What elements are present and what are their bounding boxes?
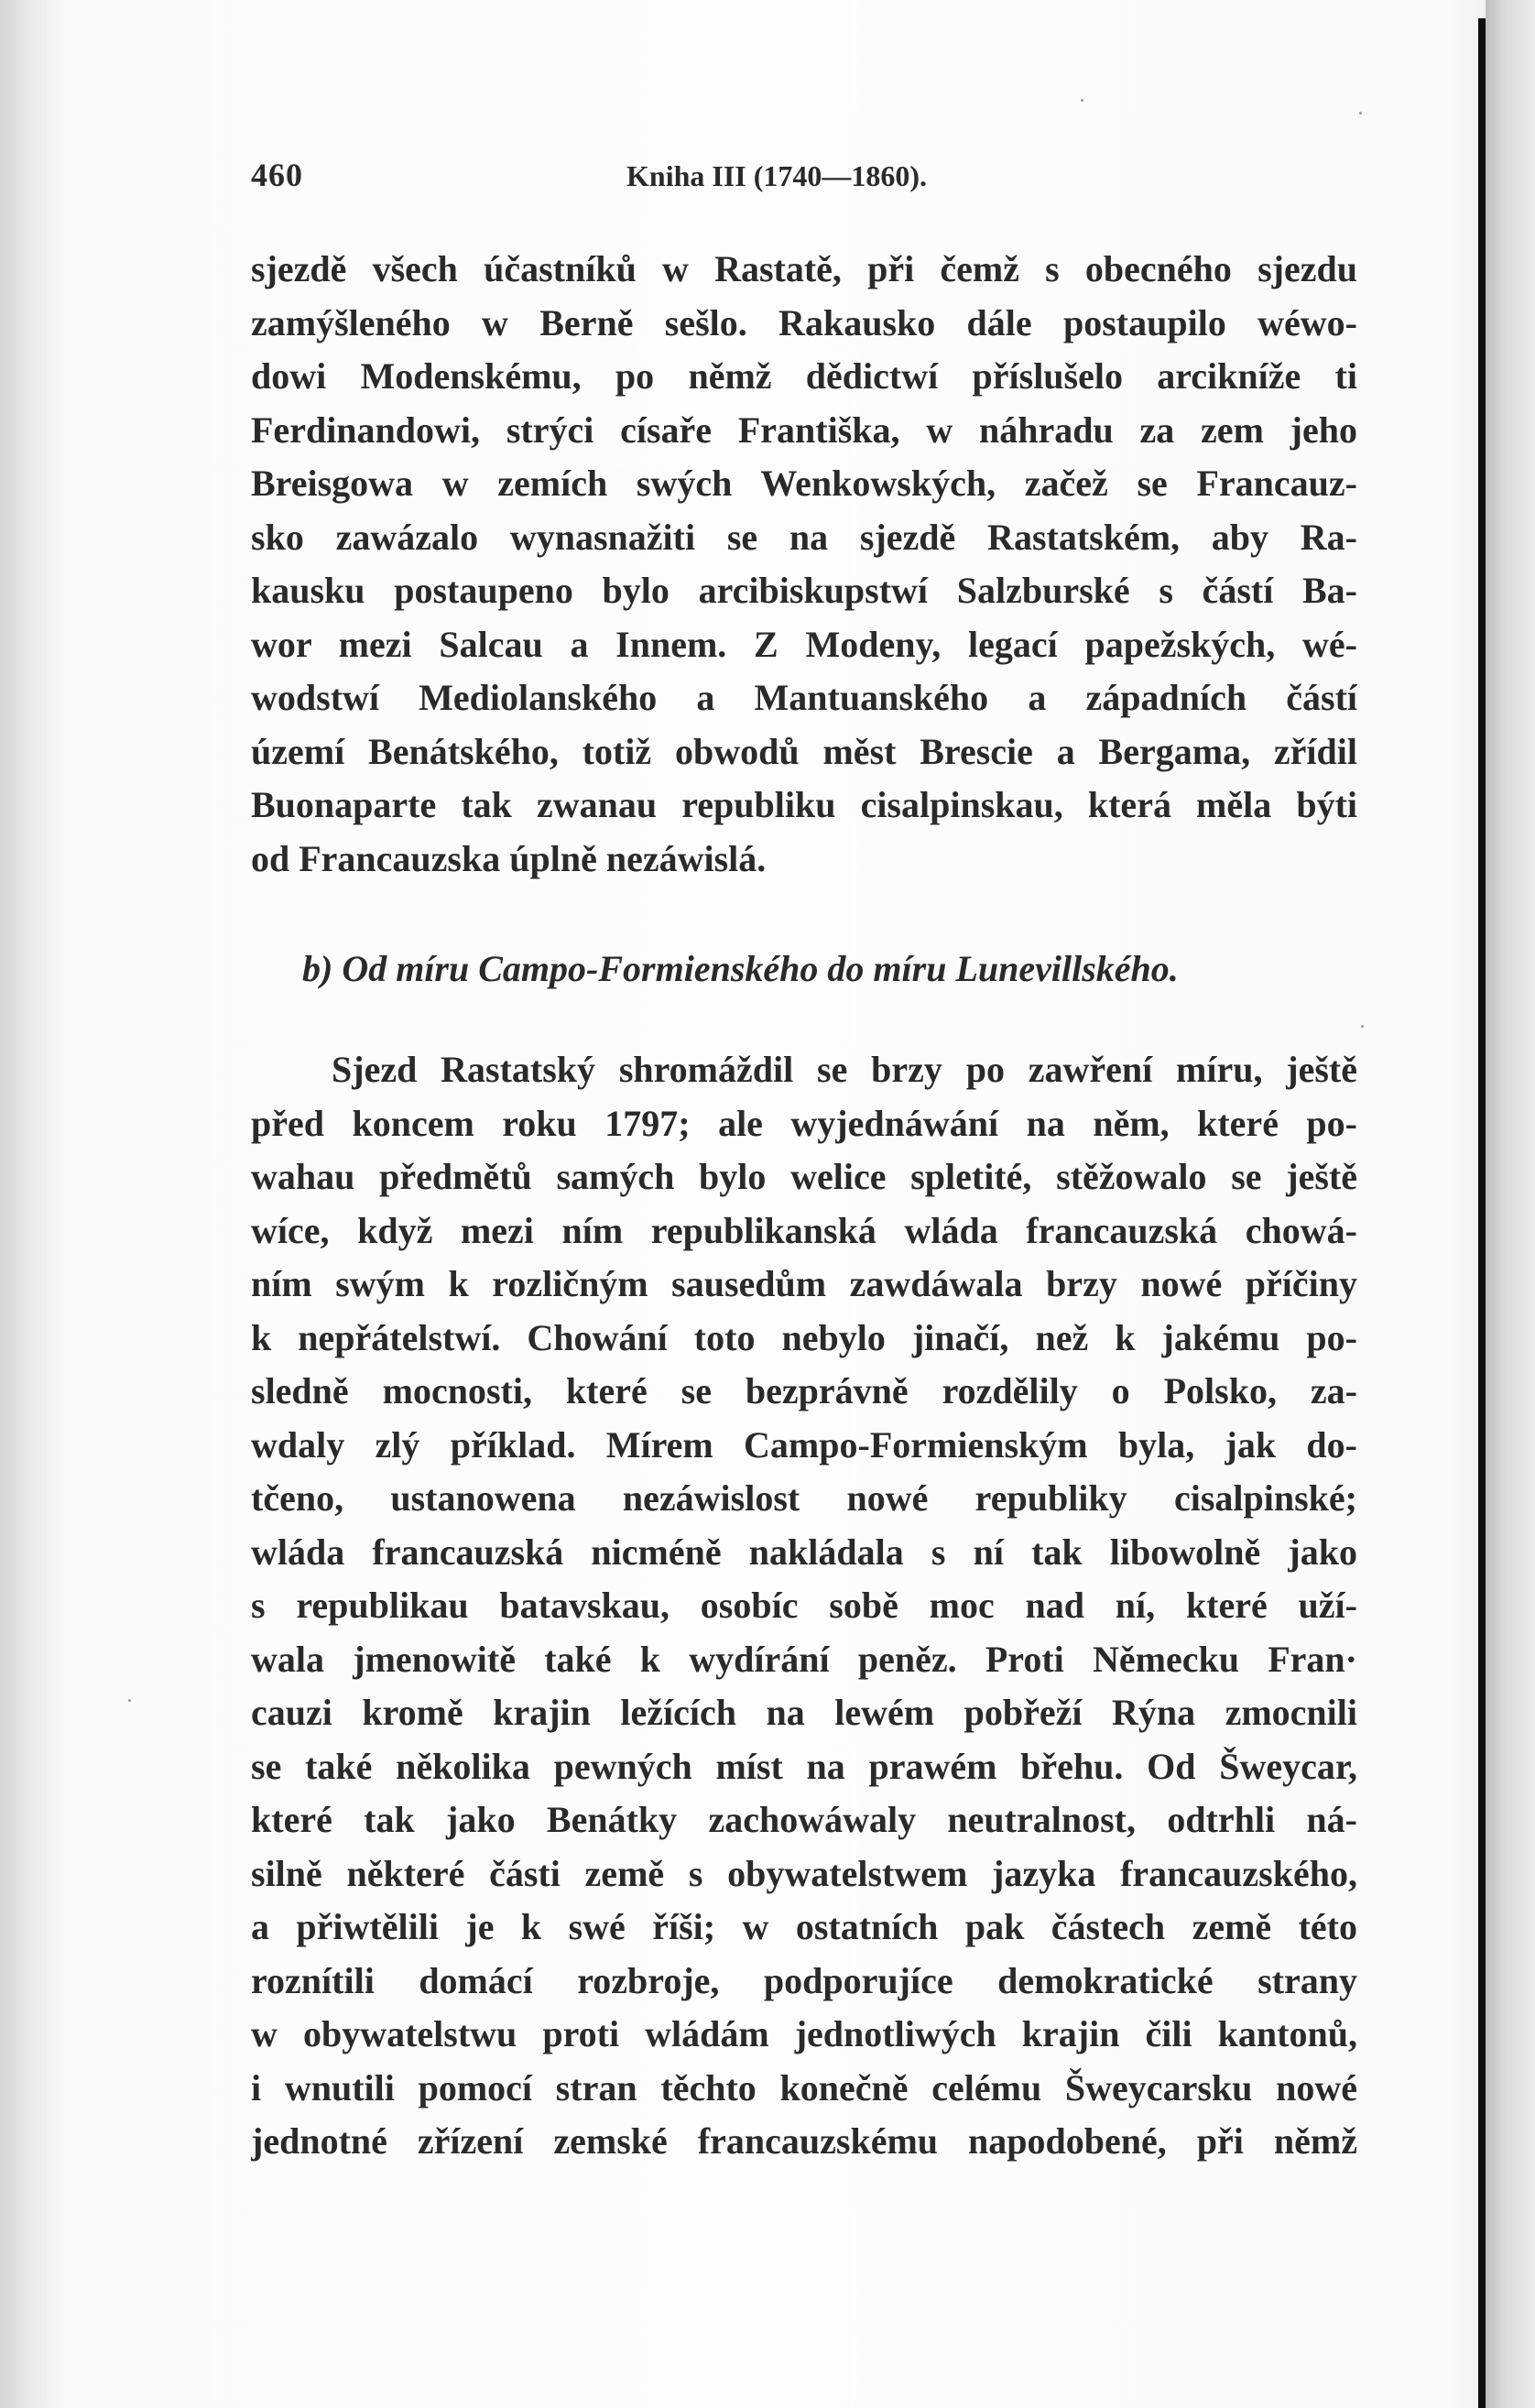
text-line: sledně mocnosti, které se bezprávně rozdělily o Polsko, za- xyxy=(251,1370,1357,1411)
text-line: wala jmenowitě také k wydírání peněz. Proti Německu Fran· xyxy=(251,1638,1357,1680)
text-line: dowi Modenskému, po němž dědictwí příslušelo arcikníže ti xyxy=(251,355,1357,397)
text-line: před koncem roku 1797; ale wyjednáwání na něm, které po- xyxy=(251,1102,1357,1144)
running-head xyxy=(251,156,984,202)
text-line: sko zawázalo wynasnažiti se na sjezdě Rastatském, aby Ra- xyxy=(251,516,1357,558)
text-line: w obywatelstwu proti wládám jednotliwých krajin čili kantonů, xyxy=(251,2013,1357,2054)
text-line: wahau předmětů samých bylo welice spletité, stěžowalo se ještě xyxy=(251,1156,1357,1197)
print-speck xyxy=(1081,99,1083,102)
paragraph-1 xyxy=(251,243,1357,886)
page-edge-border xyxy=(1478,18,1486,2408)
text-line: wláda francauzská nicméně nakládala s ní tak libowolně jako xyxy=(251,1531,1357,1573)
text-line: wíce, když mezi ním republikanská wláda francauzská chowá- xyxy=(251,1209,1357,1251)
text-line: území Benátského, totiž obwodů měst Brescie a Bergama, zřídil xyxy=(251,730,1357,772)
book-title: Kniha III (1740—1860). xyxy=(626,159,928,192)
text-line: Sjezd Rastatský shromáždil se brzy po zawření míru, ještě xyxy=(332,1049,1357,1090)
text-line: kausku postaupeno bylo arcibiskupstwí Salzburské s částí Ba- xyxy=(251,570,1357,611)
text-line: wor mezi Salcau a Innem. Z Modeny, legací papežských, wé- xyxy=(251,623,1357,665)
text-line: jednotné zřízení zemské francauzskému napodobené, při němž xyxy=(251,2120,1357,2162)
text-line: zamýšleného w Berně sešlo. Rakausko dále postaupilo wéwo- xyxy=(251,301,1357,343)
text-line: Breisgowa w zemích swých Wenkowských, začež se Francauz- xyxy=(251,463,1357,504)
print-speck xyxy=(128,1699,131,1702)
page-edge xyxy=(1486,0,1535,2408)
text-line: wdaly zlý příklad. Mírem Campo-Formienským byla, jak do- xyxy=(251,1423,1357,1466)
text-line: i wnutili pomocí stran těchto konečně celému Šweycarsku nowé xyxy=(251,2066,1357,2108)
text-line: k nepřátelstwí. Chowání toto nebylo jinačí, než k jakému po- xyxy=(251,1316,1357,1358)
text-line: wodstwí Mediolanského a Mantuanského a západních částí xyxy=(251,677,1357,718)
text-line: od Francauzska úplně nezáwislá. xyxy=(251,837,767,879)
print-speck xyxy=(1361,1025,1364,1028)
text-line: roznítili domácí rozbroje, podporujíce demokratické strany xyxy=(251,1959,1357,2001)
text-line: s republikau batavskau, osobíc sobě moc nad ní, které uží- xyxy=(251,1585,1357,1626)
text-line: ním swým k rozličným sausedům zawdáwala brzy nowé příčiny xyxy=(251,1263,1357,1304)
text-line: které tak jako Benátky zachowáwaly neutralnost, odtrhli ná- xyxy=(251,1799,1357,1840)
section-heading: b) Od míru Campo-Formienského do míru Lunevillského. xyxy=(302,948,1179,989)
paragraph-2 xyxy=(251,1043,1357,2169)
text-line: tčeno, ustanowena nezáwislost nowé republiky cisalpinské; xyxy=(251,1477,1357,1519)
text-line: se také několika pewných míst na prawém břehu. Od Šweycar, xyxy=(251,1745,1357,1787)
page-number: 460 xyxy=(251,157,303,193)
text-line: Buonaparte tak zwanau republiku cisalpinskau, která měla býti xyxy=(251,784,1357,825)
text-line: silně některé části země s obywatelstwem jazyka francauzského, xyxy=(251,1852,1357,1894)
text-line: sjezdě všech účastníků w Rastatě, při čemž s obecného sjezdu xyxy=(251,248,1357,289)
text-line: cauzi kromě krajin ležících na lewém pobřeží Rýna zmocnili xyxy=(251,1692,1357,1733)
spine-shadow xyxy=(0,0,64,2408)
text-line: Ferdinandowi, strýci císaře Františka, w náhradu za zem jeho xyxy=(251,409,1357,451)
print-speck xyxy=(1359,112,1362,114)
text-line: a přiwtělili je k swé říši; w ostatních pak částech země této xyxy=(251,1906,1357,1947)
